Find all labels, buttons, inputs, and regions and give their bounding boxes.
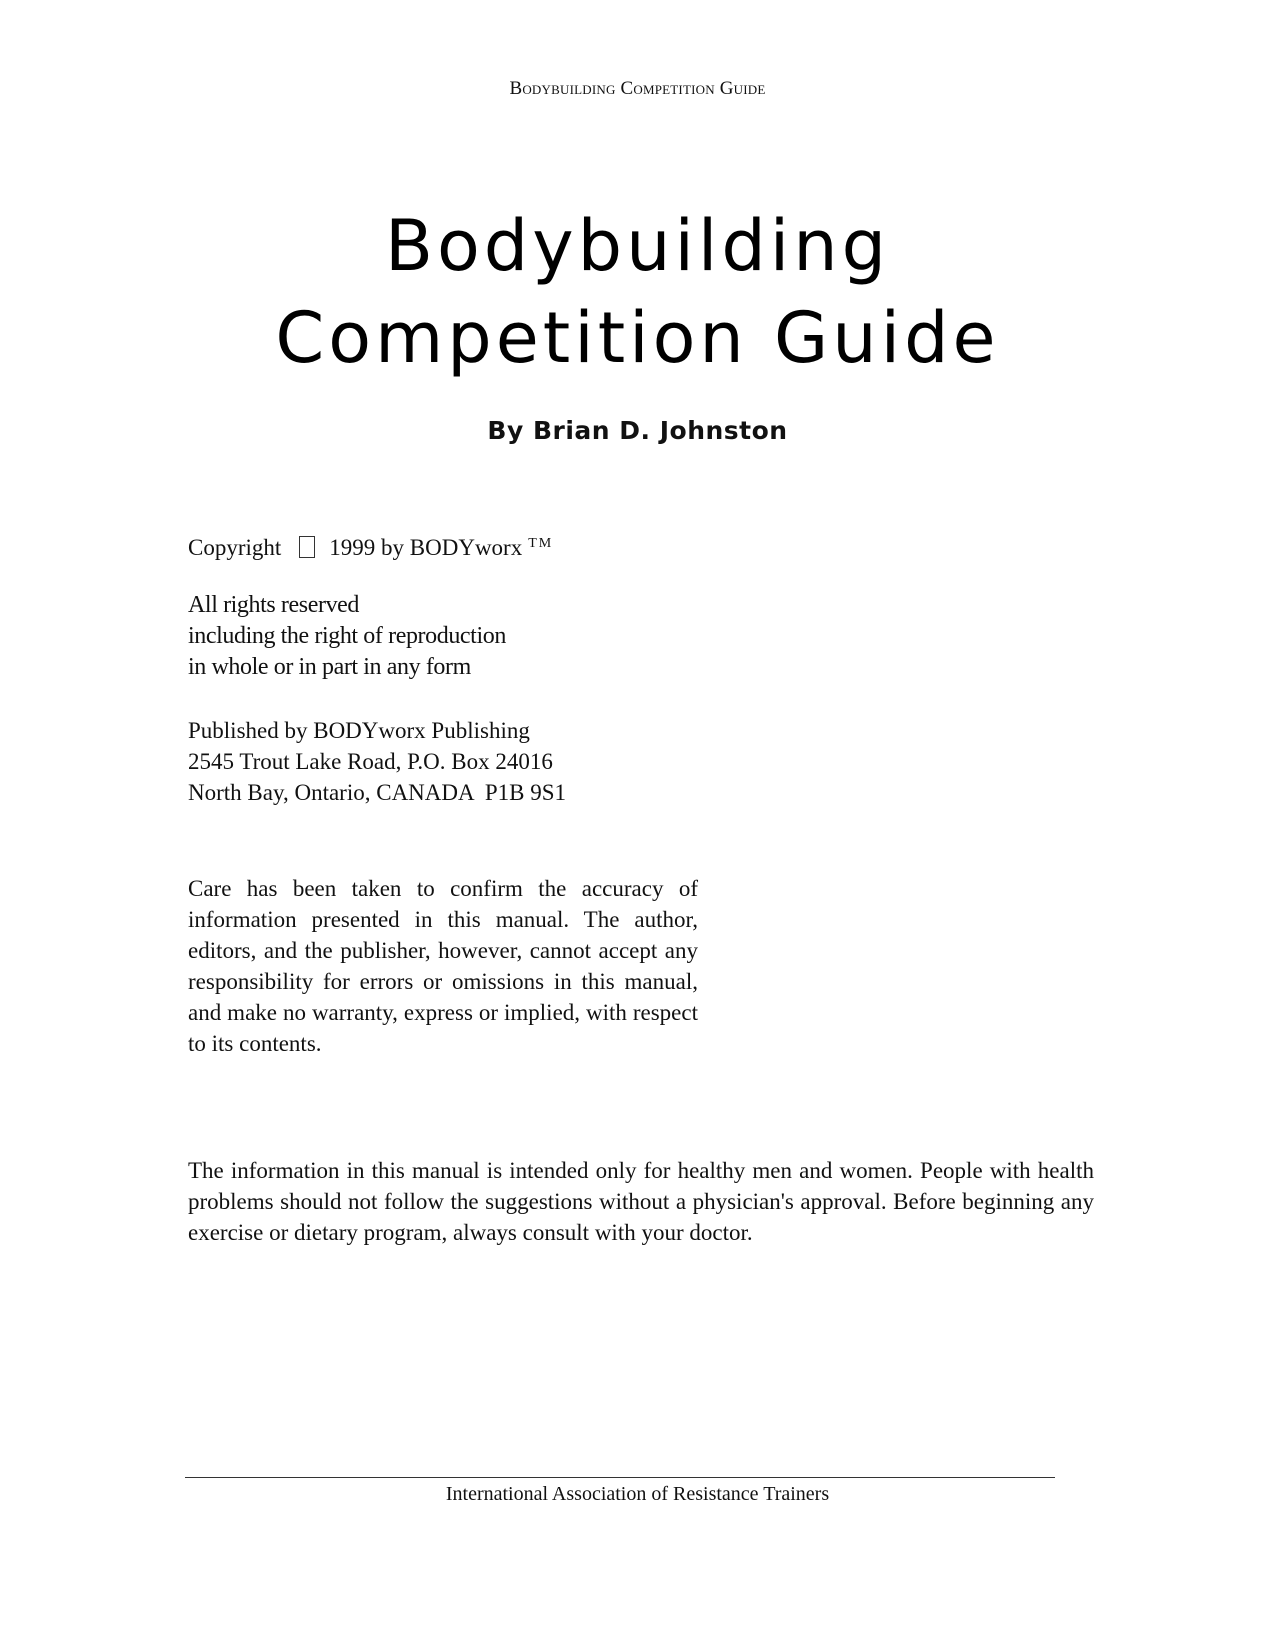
publisher-line: Published by BODYworx Publishing [188,718,530,743]
author-byline: By Brian D. Johnston [487,416,788,445]
page-title [0,200,1275,384]
footer-organization: International Association of Resistance Trainers [445,1483,830,1505]
rights-line: including the right of reproduction [188,623,506,649]
trademark-symbol: TM [528,536,554,551]
rights-line: All rights reserved [188,592,360,618]
copyright-label: Copyright [188,535,282,560]
copyright-text: 1999 by BODYworx [329,535,523,560]
copyright-symbol-icon [299,536,315,558]
publisher-address [188,715,566,808]
health-notice: The information in this manual is intended only for healthy men and women. People with health problems should not follow the suggestions without a physician's approval. Before beginning any exercise or dietary program, always consult with your doctor. [188,1158,1094,1245]
copyright-notice [188,528,553,563]
rights-statement [188,590,506,683]
accuracy-disclaimer: Care has been taken to confirm the accuracy of information presented in this manual. The author, editors, and the publisher, however, cannot accept any responsibility for errors or omissions in this manual, and make no warranty, express or implied, with respect to its contents. [188,876,698,1056]
title-line-1: Bodybuilding [384,205,891,287]
publisher-line: North Bay, Ontario, CANADA P1B 9S1 [188,780,567,805]
publisher-line: 2545 Trout Lake Road, P.O. Box 24016 [188,749,553,774]
title-line-2: Competition Guide [275,297,1000,379]
running-header: Bodybuilding Competition Guide [509,78,766,99]
footer-divider [185,1477,1055,1478]
rights-line: in whole or in part in any form [188,654,471,680]
